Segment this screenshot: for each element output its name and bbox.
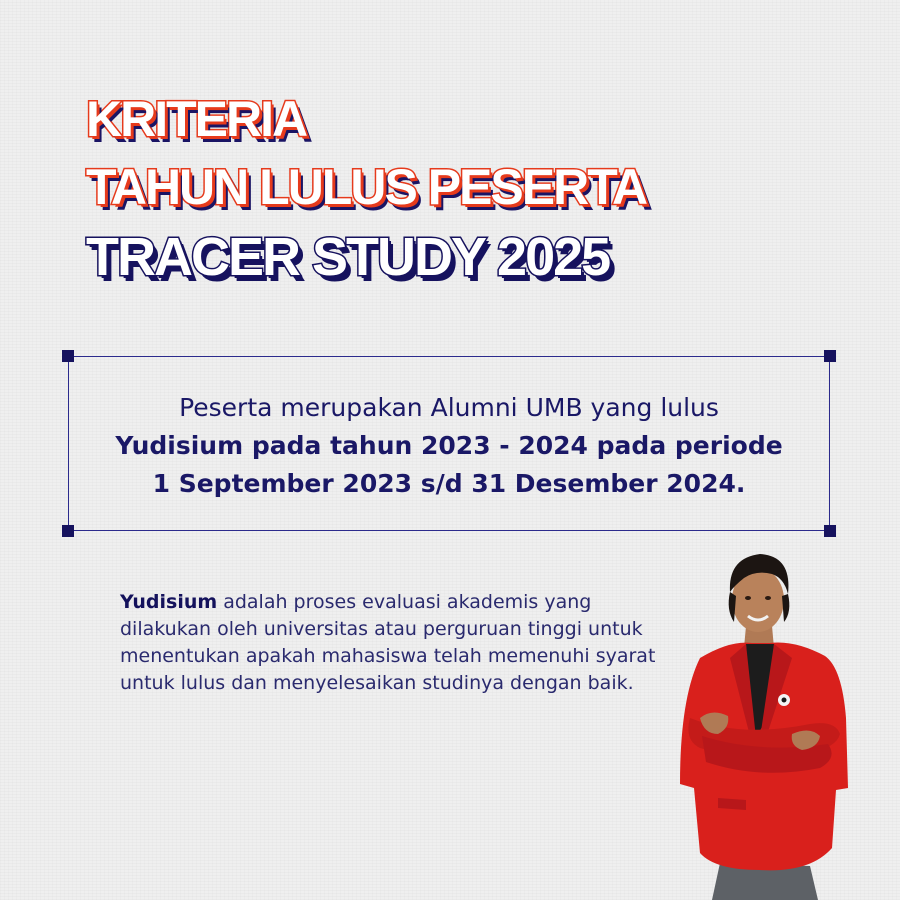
student-photo	[660, 548, 860, 900]
corner-square-decoration	[62, 525, 74, 537]
corner-square-decoration	[62, 350, 74, 362]
yudisium-definition-text: adalah proses evaluasi akademis yang dilakukan oleh universitas atau perguruan tinggi untuk menentukan apakah mahasiswa telah memenuhi syarat untuk lulus dan menyelesaikan studinya dengan baik.	[120, 591, 656, 694]
criteria-line-3: 1 September 2023 s/d 31 Desember 2024.	[152, 469, 746, 498]
title-line-tracer-study: TRACER STUDY 2025	[86, 227, 610, 287]
yudisium-term: Yudisium	[120, 591, 218, 613]
criteria-line-2: Yudisium pada tahun 2023 - 2024 pada periode	[115, 431, 783, 460]
title-line-kriteria: KRITERIA	[86, 91, 307, 147]
criteria-box	[68, 356, 830, 531]
yudisium-definition	[120, 589, 680, 697]
corner-square-decoration	[824, 350, 836, 362]
criteria-line-1: Peserta merupakan Alumni UMB yang lulus	[179, 393, 719, 422]
corner-square-decoration	[824, 525, 836, 537]
criteria-text	[69, 389, 829, 503]
title-line-tahun-lulus: TAHUN LULUS PESERTA	[86, 159, 647, 215]
